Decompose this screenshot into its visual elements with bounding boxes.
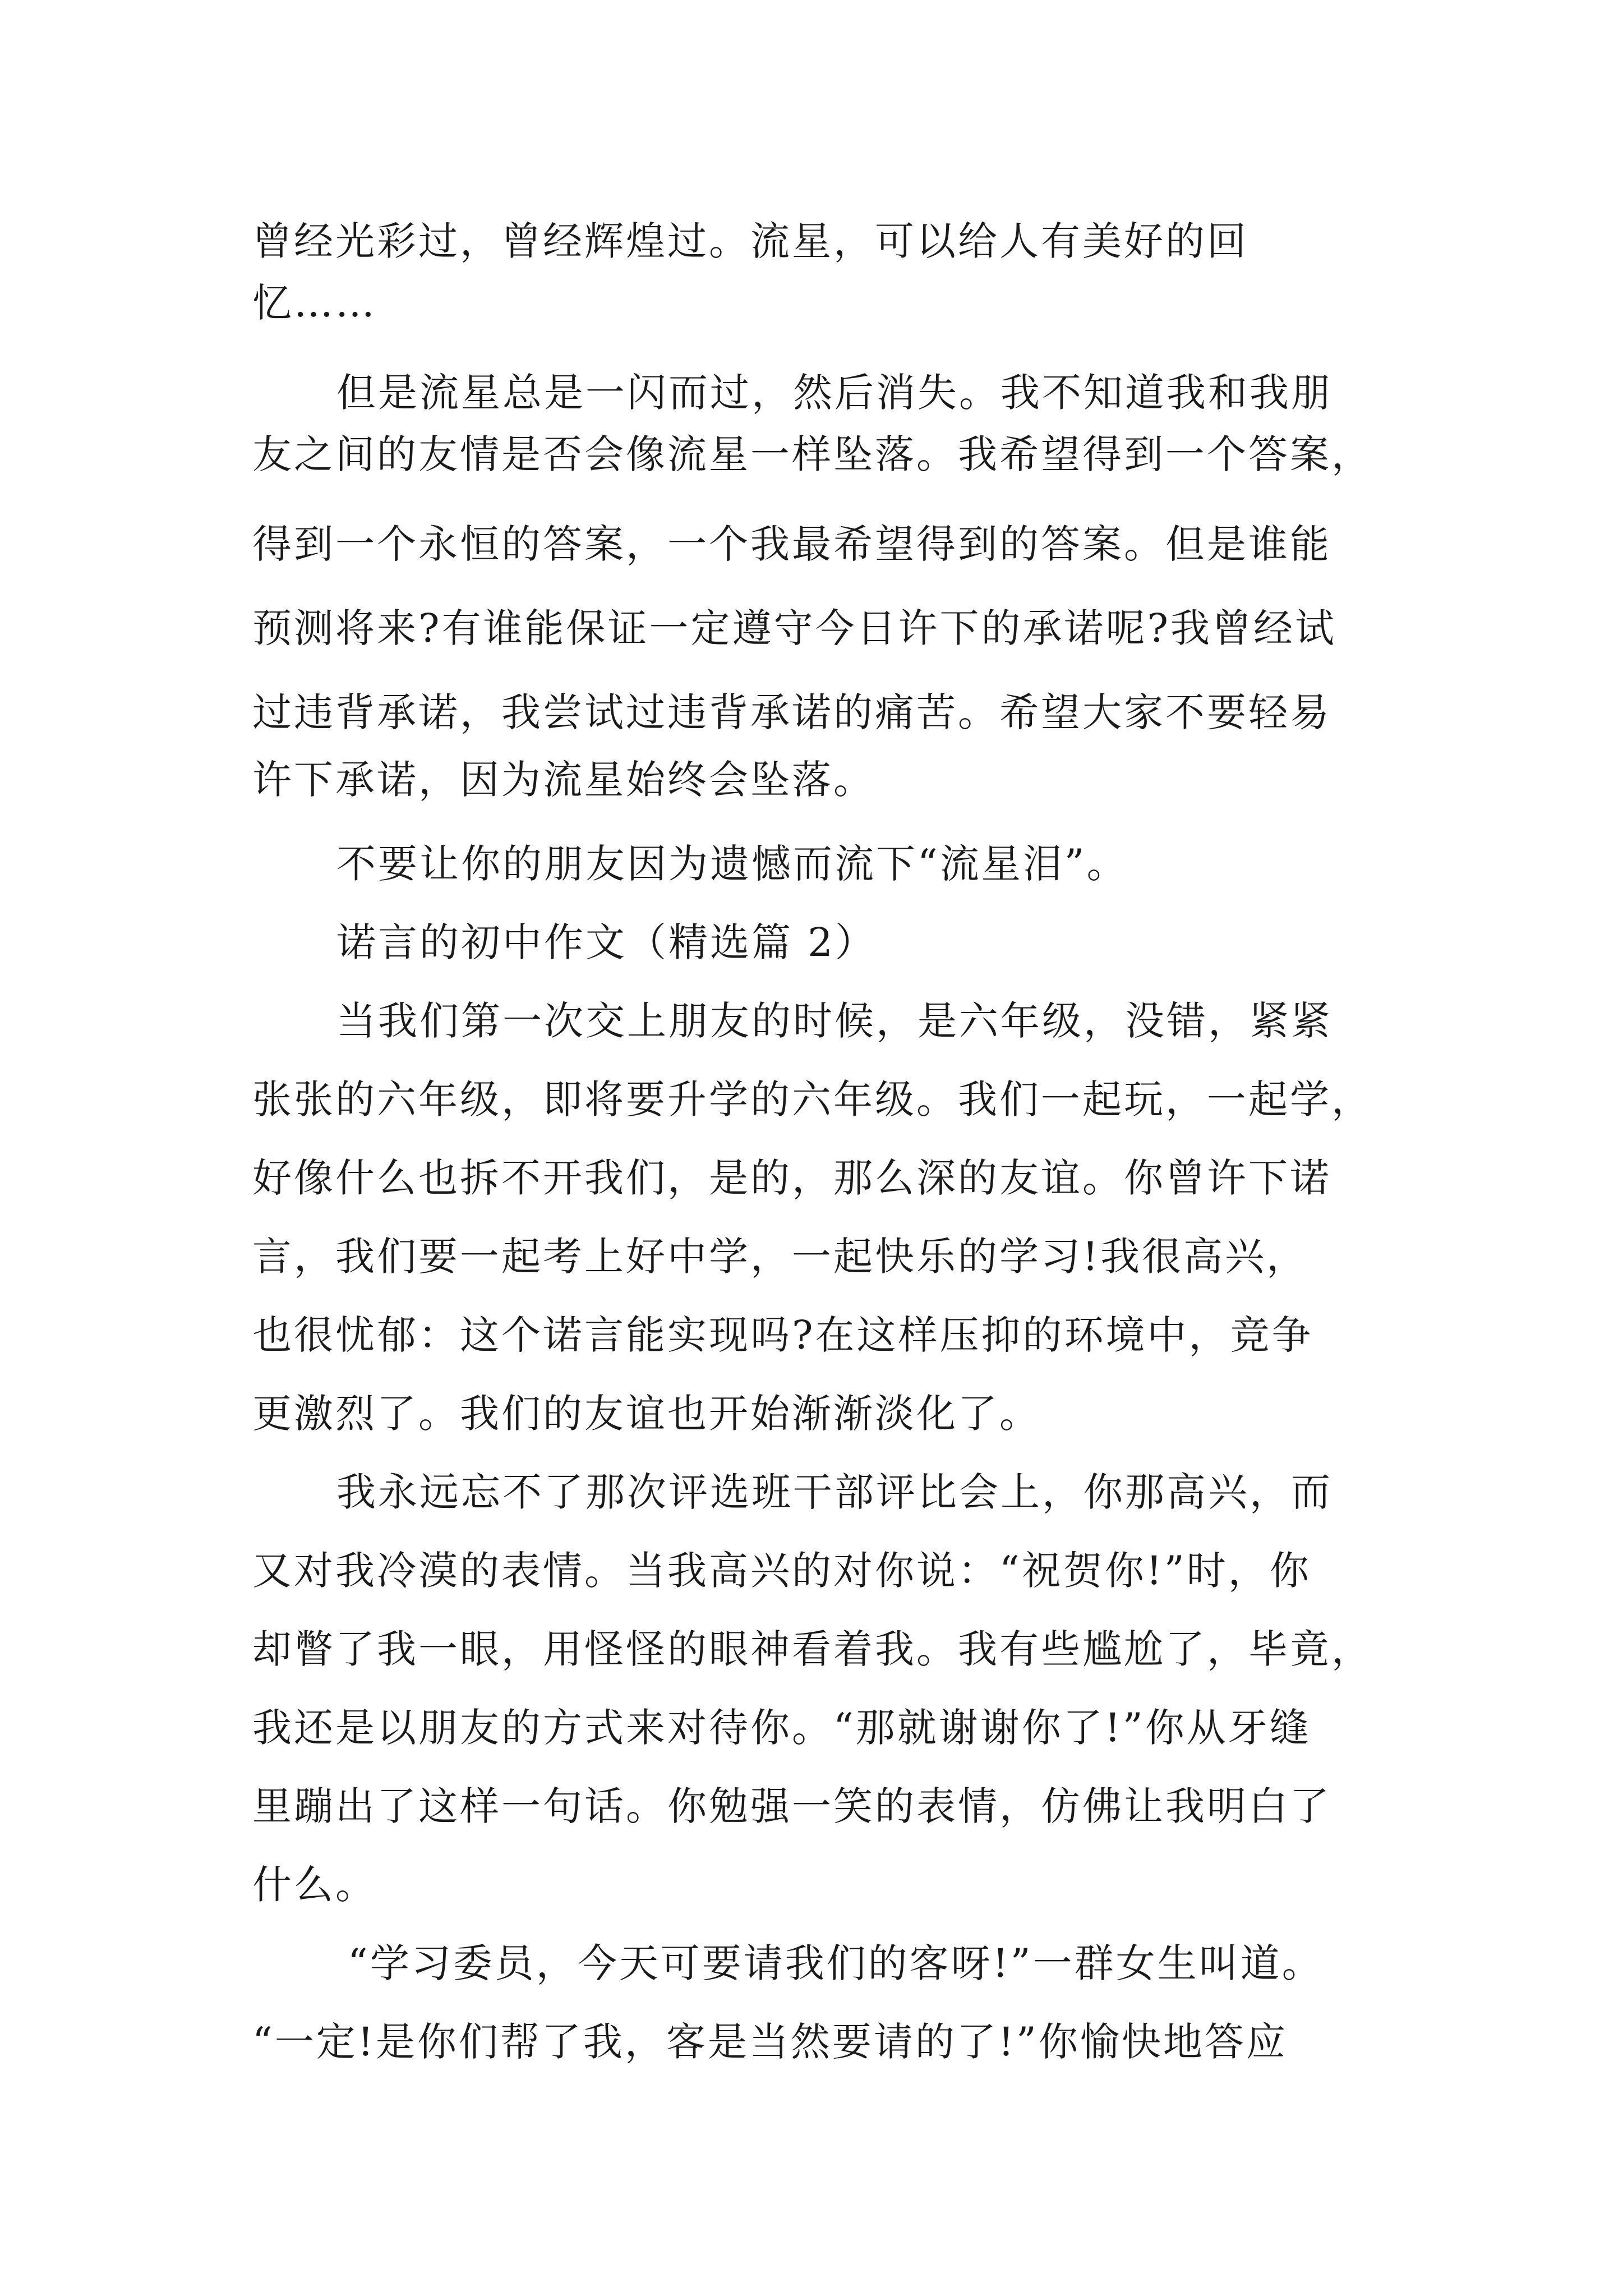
section-heading: 诺言的初中作文（精选篇 2）: [336, 919, 877, 965]
text-line: 好像什么也拆不开我们，是的，那么深的友谊。你曾许下诺: [252, 1155, 1331, 1201]
text-line: 我还是以朋友的方式来对待你。“那就谢谢你了!”你从牙缝: [252, 1705, 1311, 1751]
text-line: 得到一个永恒的答案，一个我最希望得到的答案。但是谁能: [252, 521, 1331, 567]
text-line: 也很忧郁：这个诺言能实现吗?在这样压抑的环境中，竞争: [252, 1312, 1313, 1358]
text-line: 却瞥了我一眼，用怪怪的眼神看着我。我有些尴尬了，毕竟，: [252, 1626, 1373, 1672]
text-line: 更激烈了。我们的友谊也开始渐渐淡化了。: [252, 1391, 1041, 1437]
text-line: 言，我们要一起考上好中学，一起快乐的学习!我很高兴，: [252, 1234, 1308, 1280]
text-line: 张张的六年级，即将要升学的六年级。我们一起玩，一起学，: [252, 1076, 1373, 1122]
text-line: 里蹦出了这样一句话。你勉强一笑的表情，仿佛让我明白了: [252, 1783, 1331, 1829]
text-line: 曾经光彩过，曾经辉煌过。流星，可以给人有美好的回: [252, 218, 1248, 264]
text-line: 许下承诺，因为流星始终会坠落。: [252, 757, 875, 803]
text-line: 友之间的友情是否会像流星一样坠落。我希望得到一个答案，: [252, 431, 1373, 477]
text-line: 又对我冷漠的表情。当我高兴的对你说：“祝贺你!”时，你: [252, 1548, 1311, 1594]
text-line: 过违背承诺，我尝试过违背承诺的痛苦。希望大家不要轻易: [252, 689, 1331, 735]
text-line: “一定!是你们帮了我，客是当然要请的了!”你愉快地答应: [252, 2019, 1288, 2065]
text-line: 当我们第一次交上朋友的时候，是六年级，没错，紧紧: [336, 998, 1332, 1044]
text-line: 我永远忘不了那次评选班干部评比会上，你那高兴，而: [336, 1469, 1332, 1515]
text-line: “学习委员，今天可要请我们的客呀!”一群女生叫道。: [348, 1940, 1324, 1986]
text-line: 什么。: [252, 1862, 377, 1908]
text-line: 不要让你的朋友因为遗憾而流下“流星泪”。: [336, 841, 1128, 887]
text-line: 预测将来?有谁能保证一定遵守今日许下的承诺呢?我曾经试: [252, 605, 1337, 651]
text-line: 忆……: [252, 280, 377, 326]
text-line: 但是流星总是一闪而过，然后消失。我不知道我和我朋: [336, 370, 1332, 416]
